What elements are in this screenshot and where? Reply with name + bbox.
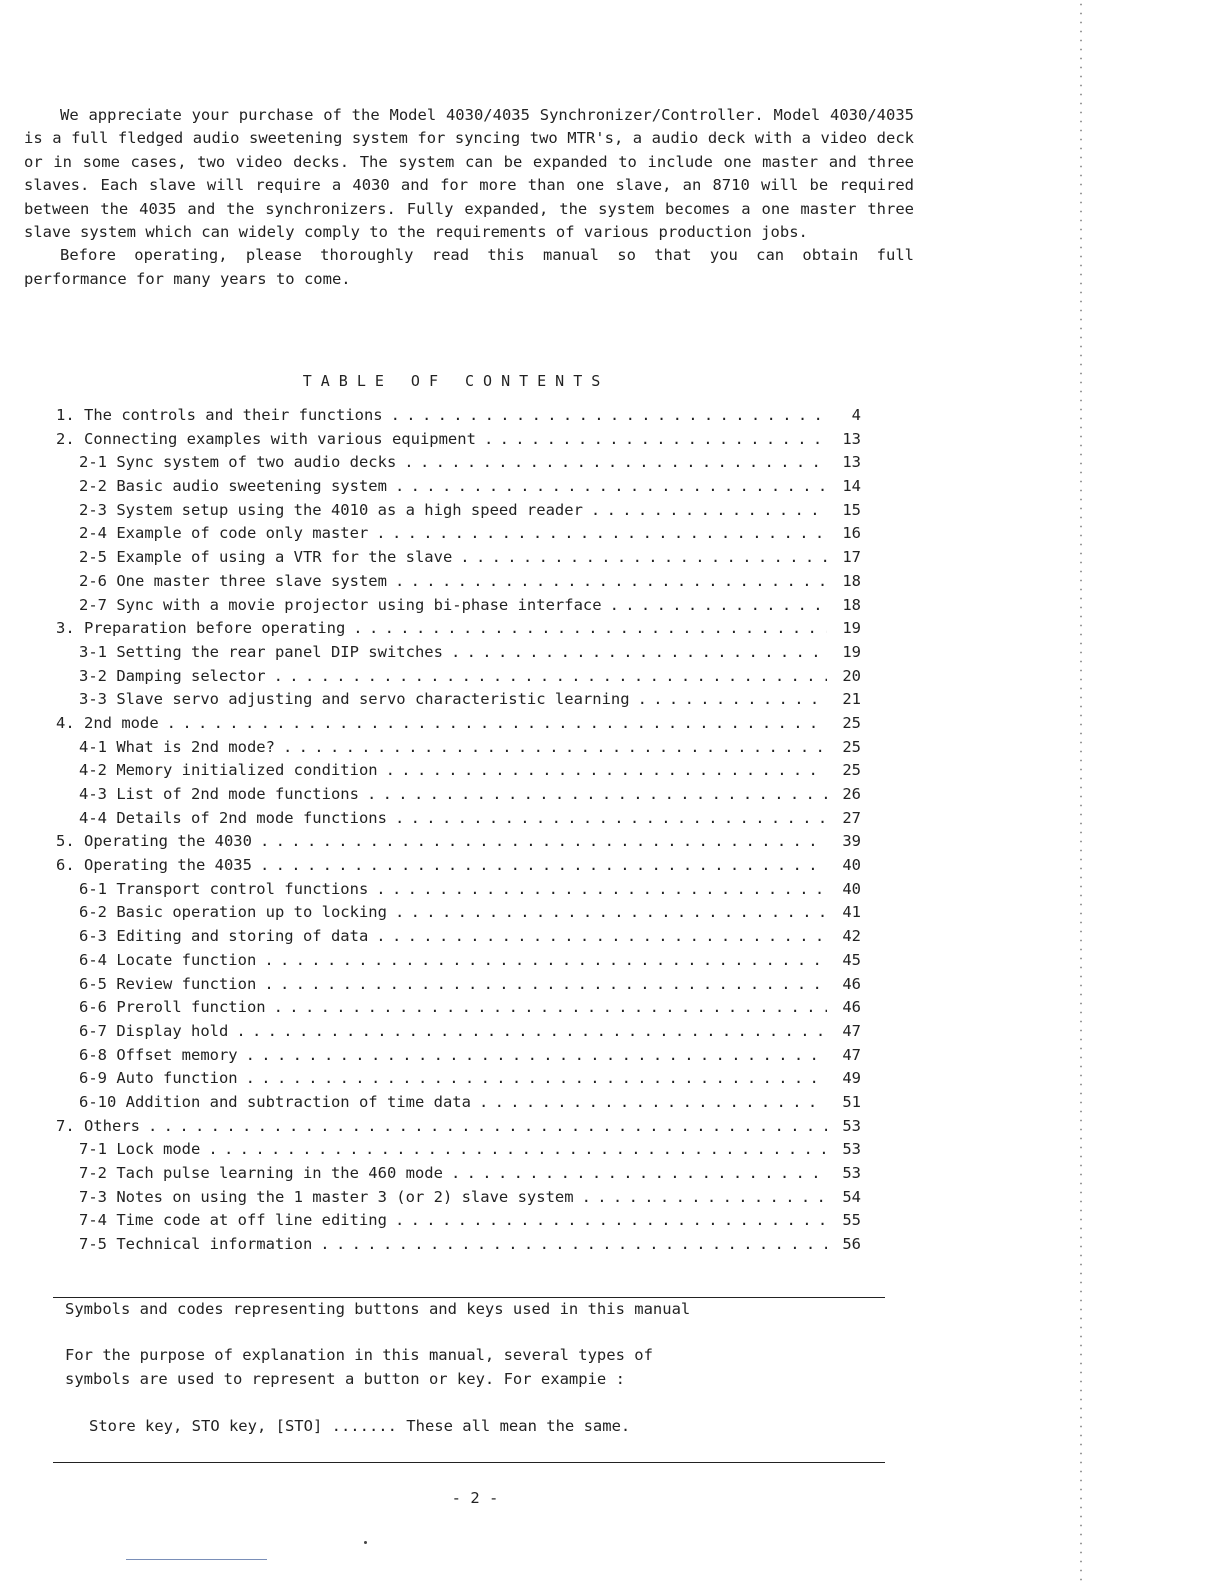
toc-dot-leader: [208, 1140, 827, 1158]
toc-entry-page: 47: [842, 1045, 861, 1064]
toc-dot-leader: [283, 738, 827, 756]
toc-dot-leader: [148, 1117, 827, 1135]
toc-entry-label: 4-3 List of 2nd mode functions: [79, 785, 359, 803]
toc-entry: [56, 903, 861, 927]
toc-entry-page: 4: [851, 406, 861, 424]
toc-entry: [56, 690, 861, 714]
toc-entry-label: 3-2 Damping selector: [79, 666, 266, 685]
scan-edge-dots: [1080, 0, 1082, 1584]
toc-dot-leader: [395, 809, 827, 827]
toc-entry-label: 4. 2nd mode: [56, 713, 159, 732]
intro-text: [24, 104, 914, 291]
toc-entry-page: 51: [842, 1092, 861, 1111]
page-number: - 2 -: [451, 1489, 499, 1507]
toc-dot-leader: [451, 1164, 827, 1182]
toc-entry: [56, 524, 861, 548]
toc-entry: [56, 951, 861, 975]
toc-entry: [56, 1093, 861, 1117]
scan-speck: [364, 1541, 367, 1544]
toc-entry-label: 7-4 Time code at off line editing: [79, 1211, 387, 1230]
toc-entry-label: 3. Preparation before operating: [56, 619, 346, 638]
toc-entry-page: 26: [842, 785, 861, 803]
toc-entry-label: 2-2 Basic audio sweetening system: [79, 477, 387, 496]
toc-entry: [56, 1022, 861, 1046]
toc-entry-page: 53: [842, 1164, 861, 1182]
toc-entry-page: 41: [842, 903, 861, 922]
toc-dot-leader: [274, 998, 827, 1016]
toc-entry-page: 49: [842, 1069, 861, 1088]
toc-entry-label: 6-6 Preroll function: [79, 998, 266, 1017]
toc-entry-page: 42: [842, 927, 861, 946]
intro-paragraph-1: We appreciate your purchase of the Model 4030/4035 Synchronizer/Controller. Model 4030/4035 is a full fledged audio sweetening system for syncing two MTR's, a audio deck with a video deck or in some cases, two video decks. The system can be expanded to include one master and three slaves. Each slave will require a 4030 and for more than one slave, an 8710 will be required between the 4035 and the synchronizers. Fully expanded, the system becomes a one master three slave system which can widely comply to the requirements of various production jobs.: [24, 106, 914, 242]
toc-entry-label: 2-1 Sync system of two audio decks: [79, 453, 397, 472]
toc-entry-label: 5. Operating the 4030: [56, 832, 252, 851]
toc-entry-page: 40: [842, 879, 861, 898]
toc-entry-page: 54: [842, 1187, 861, 1206]
toc-dot-leader: [386, 761, 827, 779]
toc-entry-page: 19: [842, 642, 861, 661]
toc-dot-leader: [638, 690, 827, 708]
toc-entry-page: 46: [842, 998, 861, 1017]
toc-entry-page: 25: [842, 737, 861, 756]
toc-entry-page: 18: [842, 595, 861, 614]
toc-entry: [56, 832, 861, 856]
toc-entry-label: 2-4 Example of code only master: [79, 524, 369, 543]
toc-entry: [56, 856, 861, 880]
toc-entry-page: 17: [842, 548, 861, 567]
toc-dot-leader: [376, 524, 827, 542]
toc-entry: [56, 738, 861, 762]
toc-entry-page: 13: [842, 429, 861, 448]
toc-entry-label: 7. Others: [56, 1116, 140, 1135]
toc-entry-page: 18: [842, 571, 861, 590]
toc-entry: [56, 643, 861, 667]
symbols-paragraph: For the purpose of explanation in this manual, several types of symbols are used to represent a button or key. For exampie :: [65, 1346, 653, 1388]
toc-dot-leader: [610, 596, 827, 614]
toc-entry: [56, 596, 861, 620]
toc-entry-page: 13: [842, 453, 861, 472]
toc-entry-page: 53: [842, 1140, 861, 1159]
toc-entry: [56, 501, 861, 525]
toc-entry-label: 6-10 Addition and subtraction of time data: [79, 1092, 471, 1111]
toc-dot-leader: [367, 785, 827, 803]
toc-dot-leader: [236, 1022, 827, 1040]
toc-dot-leader: [582, 1188, 827, 1206]
toc-dot-leader: [167, 714, 827, 732]
toc-dot-leader: [460, 548, 827, 566]
toc-entry-label: 6-4 Locate function: [79, 950, 257, 969]
toc-entry-label: 6-2 Basic operation up to locking: [79, 903, 387, 922]
toc-entry-page: 39: [842, 832, 861, 851]
toc-entry-label: 4-4 Details of 2nd mode functions: [79, 808, 387, 827]
toc-entry-page: 20: [842, 666, 861, 685]
toc-entry: [56, 453, 861, 477]
toc-dot-leader: [395, 572, 827, 590]
toc-entry-label: 6-5 Review function: [79, 974, 257, 993]
toc-entry: [56, 1188, 861, 1212]
toc-entry: [56, 714, 861, 738]
toc-entry-label: 6. Operating the 4035: [56, 856, 252, 875]
toc-entry: [56, 1235, 861, 1259]
symbols-title: Symbols and codes representing buttons and keys used in this manual: [65, 1300, 691, 1318]
toc-entry: [56, 785, 861, 809]
toc-heading: TABLE OF CONTENTS: [302, 372, 610, 390]
toc-dot-leader: [260, 856, 827, 874]
toc-entry-label: 2-6 One master three slave system: [79, 571, 387, 590]
toc-dot-leader: [320, 1235, 827, 1253]
toc-dot-leader: [404, 453, 827, 471]
toc-entry: [56, 1046, 861, 1070]
toc-entry-page: 27: [842, 808, 861, 827]
intro-paragraph-2: Before operating, please thoroughly read this manual so that you can obtain full performance for many years to come.: [24, 246, 914, 288]
toc-entry: [56, 927, 861, 951]
toc-dot-leader: [246, 1046, 827, 1064]
toc-entry-label: 2. Connecting examples with various equipment: [56, 429, 476, 448]
toc-entry-page: 21: [842, 690, 861, 709]
toc-entry-label: 2-3 System setup using the 4010 as a high speed reader: [79, 500, 583, 519]
toc-dot-leader: [591, 501, 827, 519]
toc-entry-label: 3-3 Slave servo adjusting and servo characteristic learning: [79, 690, 630, 709]
toc-entry: [56, 998, 861, 1022]
table-of-contents: [56, 406, 861, 1259]
toc-dot-leader: [395, 903, 827, 921]
toc-entry-label: 6-8 Offset memory: [79, 1045, 238, 1064]
toc-entry-label: 6-7 Display hold: [79, 1021, 229, 1040]
toc-entry: [56, 572, 861, 596]
toc-entry-label: 4-2 Memory initialized condition: [79, 761, 378, 780]
toc-entry: [56, 619, 861, 643]
toc-dot-leader: [376, 880, 827, 898]
toc-entry-page: 25: [842, 761, 861, 780]
toc-entry-page: 46: [842, 974, 861, 993]
toc-entry-page: 47: [842, 1021, 861, 1040]
toc-entry-page: 16: [842, 524, 861, 543]
toc-entry-page: 19: [842, 619, 861, 638]
toc-dot-leader: [484, 430, 827, 448]
toc-dot-leader: [479, 1093, 827, 1111]
toc-entry-label: 3-1 Setting the rear panel DIP switches: [79, 642, 443, 661]
toc-entry: [56, 1211, 861, 1235]
toc-entry-page: 55: [842, 1211, 861, 1230]
toc-dot-leader: [264, 951, 827, 969]
toc-dot-leader: [376, 927, 827, 945]
toc-entry-page: 15: [842, 500, 861, 519]
toc-entry: [56, 1140, 861, 1164]
toc-entry: [56, 1117, 861, 1141]
toc-entry: [56, 975, 861, 999]
toc-entry-label: 4-1 What is 2nd mode?: [79, 737, 275, 756]
toc-entry-label: 2-5 Example of using a VTR for the slave: [79, 548, 453, 567]
toc-entry: [56, 548, 861, 572]
toc-dot-leader: [395, 477, 827, 495]
toc-entry-page: 56: [842, 1235, 861, 1254]
toc-dot-leader: [451, 643, 827, 661]
toc-entry-label: 7-3 Notes on using the 1 master 3 (or 2) slave system: [79, 1187, 574, 1206]
scan-underline-mark: [126, 1559, 267, 1560]
toc-entry-label: 2-7 Sync with a movie projector using bi-phase interface: [79, 595, 602, 614]
toc-dot-leader: [260, 832, 827, 850]
toc-entry: [56, 430, 861, 454]
toc-entry: [56, 880, 861, 904]
toc-dot-leader: [246, 1069, 827, 1087]
toc-entry: [56, 809, 861, 833]
toc-entry-page: 25: [842, 713, 861, 732]
toc-dot-leader: [353, 619, 827, 637]
toc-entry-page: 53: [842, 1116, 861, 1135]
toc-entry-label: 7-5 Technical information: [79, 1235, 313, 1254]
toc-dot-leader: [264, 975, 827, 993]
toc-entry-label: 7-2 Tach pulse learning in the 460 mode: [79, 1164, 443, 1182]
toc-entry: [56, 667, 861, 691]
symbols-example: Store key, STO key, [STO] ....... These all mean the same.: [89, 1417, 631, 1435]
toc-entry-label: 6-1 Transport control functions: [79, 879, 369, 898]
toc-entry: [56, 1164, 861, 1188]
toc-dot-leader: [391, 406, 827, 424]
toc-entry-page: 14: [842, 477, 861, 496]
toc-entry-label: 1. The controls and their functions: [56, 406, 383, 424]
toc-entry: [56, 761, 861, 785]
toc-entry: [56, 1069, 861, 1093]
toc-entry-page: 45: [842, 950, 861, 969]
toc-entry-label: 6-9 Auto function: [79, 1069, 238, 1088]
toc-entry-page: 40: [842, 856, 861, 875]
toc-entry-label: 7-1 Lock mode: [79, 1140, 201, 1159]
toc-entry: [56, 406, 861, 430]
toc-entry-label: 6-3 Editing and storing of data: [79, 927, 369, 946]
toc-entry: [56, 477, 861, 501]
toc-dot-leader: [274, 667, 827, 685]
toc-dot-leader: [395, 1211, 827, 1229]
divider-bottom: [53, 1462, 885, 1463]
